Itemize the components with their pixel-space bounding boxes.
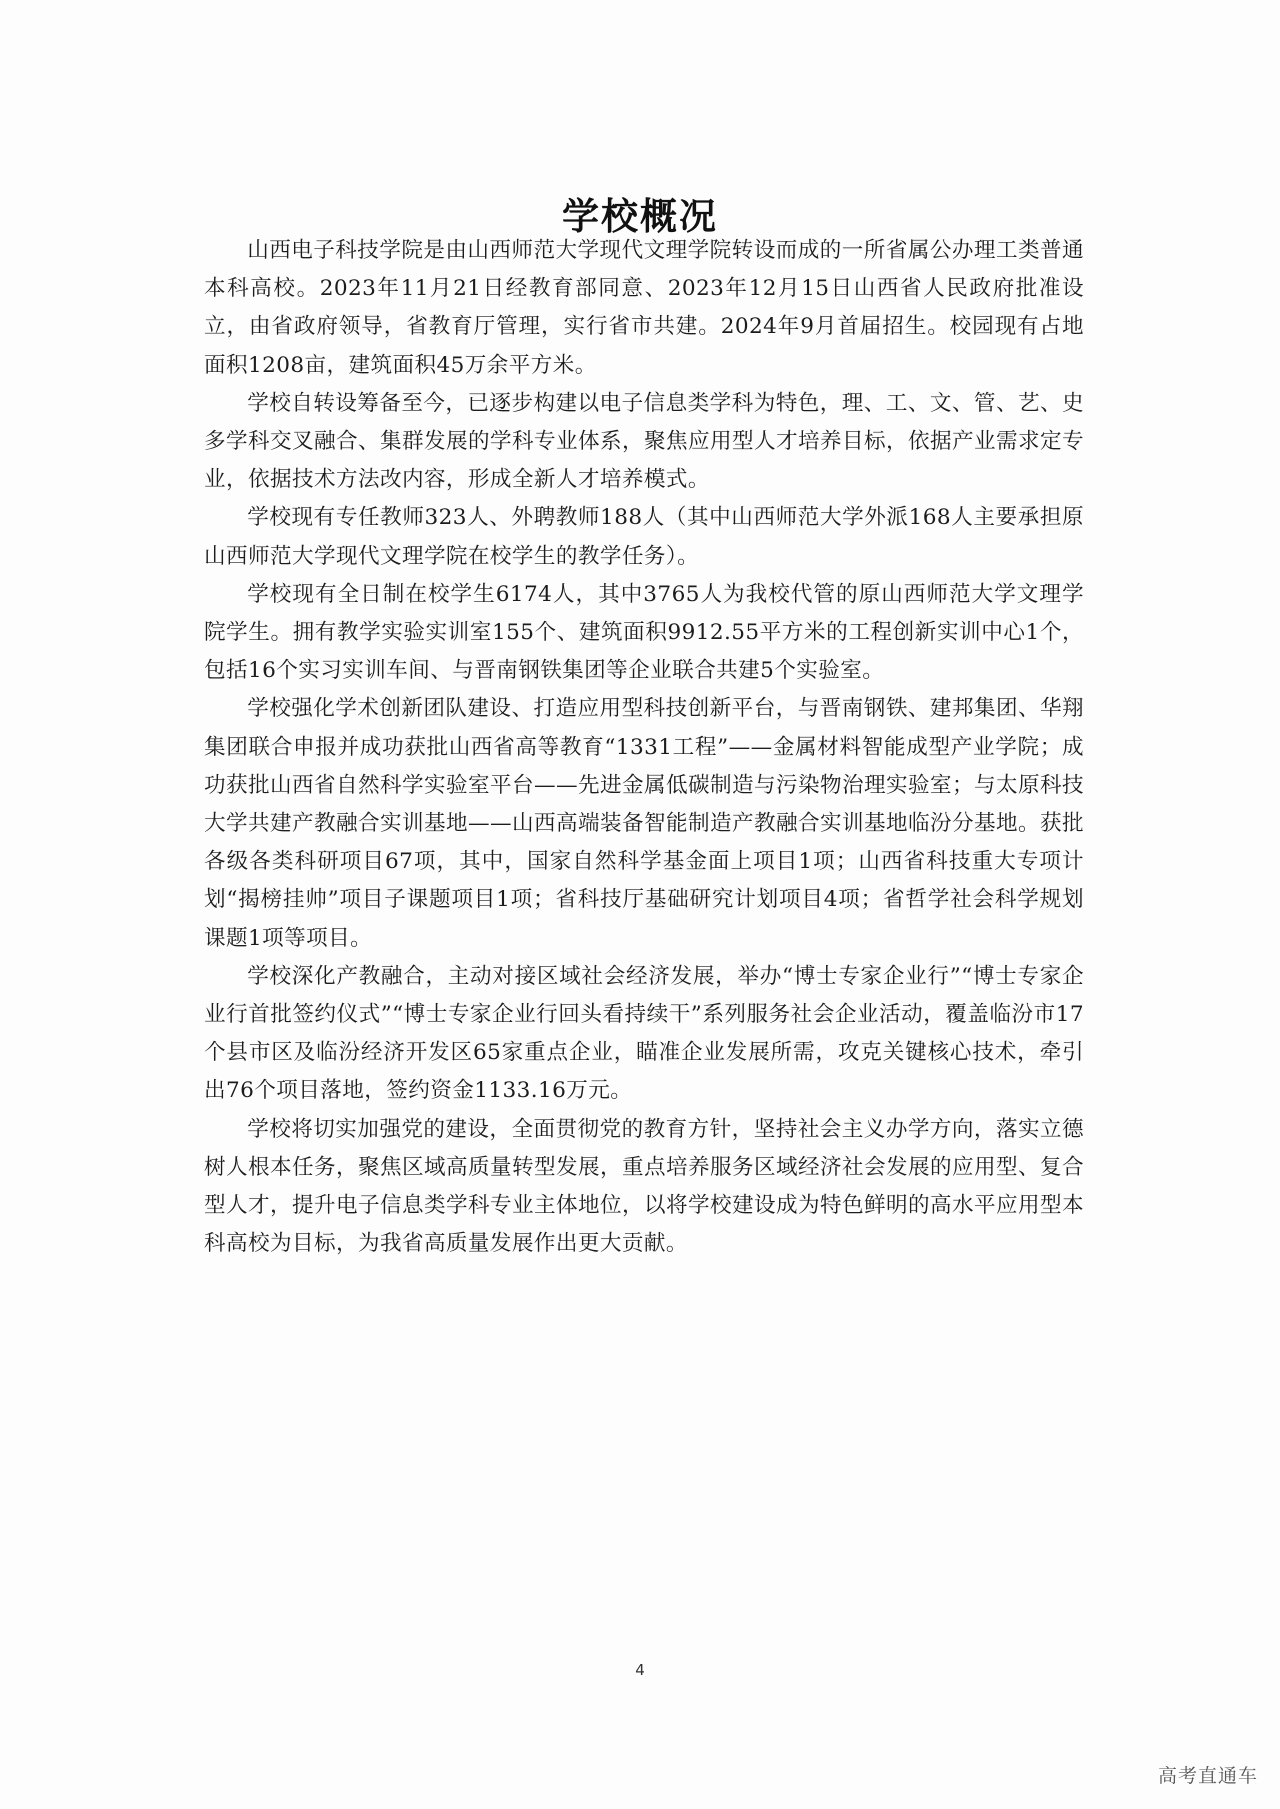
paragraph-research: 学校强化学术创新团队建设、打造应用型科技创新平台，与晋南钢铁、建邦集团、华翔集团联合申报并成功获批山西省高等教育“1331工程”——金属材料智能成型产业学院；成功获批山西省自然科学实验室平台——先进金属低碳制造与污染物治理实验室；与太原科技大学共建产教融合实训基地——山西高端装备智能制造产教融合实训基地临汾分基地。获批各级各类科研项目67项，其中，国家自然科学基金面上项目1项；山西省科技重大专项计划“揭榜挂帅”项目子课题项目1项；省科技厅基础研究计划项目4项；省哲学社会科学规划课题1项等项目。 bbox=[204, 696, 1084, 951]
watermark-text: 高考直通车 bbox=[1157, 1765, 1258, 1787]
paragraph-industry: 学校深化产教融合，主动对接区域社会经济发展，举办“博士专家企业行”“博士专家企业行首批签约仪式”“博士专家企业行回头看持续干”系列服务社会企业活动，覆盖临汾市17个县市区及临汾经济开发区65家重点企业，瞄准企业发展所需，攻克关键核心技术，牵引出76个项目落地，签约资金1133.16万元。 bbox=[204, 963, 1084, 1104]
document-body bbox=[204, 232, 1084, 1263]
paragraph-faculty: 学校现有专任教师323人、外聘教师188人（其中山西师范大学外派168人主要承担原山西师范大学现代文理学院在校学生的教学任务）。 bbox=[204, 505, 1084, 569]
paragraph-students: 学校现有全日制在校学生6174人，其中3765人为我校代管的原山西师范大学文理学院学生。拥有教学实验实训室155个、建筑面积9912.55平方米的工程创新实训中心1个，包括16个实习实训车间、与晋南钢铁集团等企业联合共建5个实验室。 bbox=[204, 581, 1084, 684]
page-number: 4 bbox=[635, 1661, 645, 1679]
paragraph-goals: 学校将切实加强党的建设，全面贯彻党的教育方针，坚持社会主义办学方向，落实立德树人根本任务，聚焦区域高质量转型发展，重点培养服务区域经济社会发展的应用型、复合型人才，提升电子信息类学科专业主体地位，以将学校建设成为特色鲜明的高水平应用型本科高校为目标，为我省高质量发展作出更大贡献。 bbox=[204, 1116, 1084, 1257]
paragraph-intro: 山西电子科技学院是由山西师范大学现代文理学院转设而成的一所省属公办理工类普通本科高校。2023年11月21日经教育部同意、2023年12月15日山西省人民政府批准设立，由省政府领导，省教育厅管理，实行省市共建。2024年9月首届招生。校园现有占地面积1208亩，建筑面积45万余平方米。 bbox=[204, 238, 1084, 378]
paragraph-disciplines: 学校自转设筹备至今，已逐步构建以电子信息类学科为特色，理、工、文、管、艺、史多学科交叉融合、集群发展的学科专业体系，聚焦应用型人才培养目标，依据产业需求定专业，依据技术方法改内容，形成全新人才培养模式。 bbox=[204, 390, 1084, 493]
page-title: 学校概况 bbox=[562, 194, 718, 238]
